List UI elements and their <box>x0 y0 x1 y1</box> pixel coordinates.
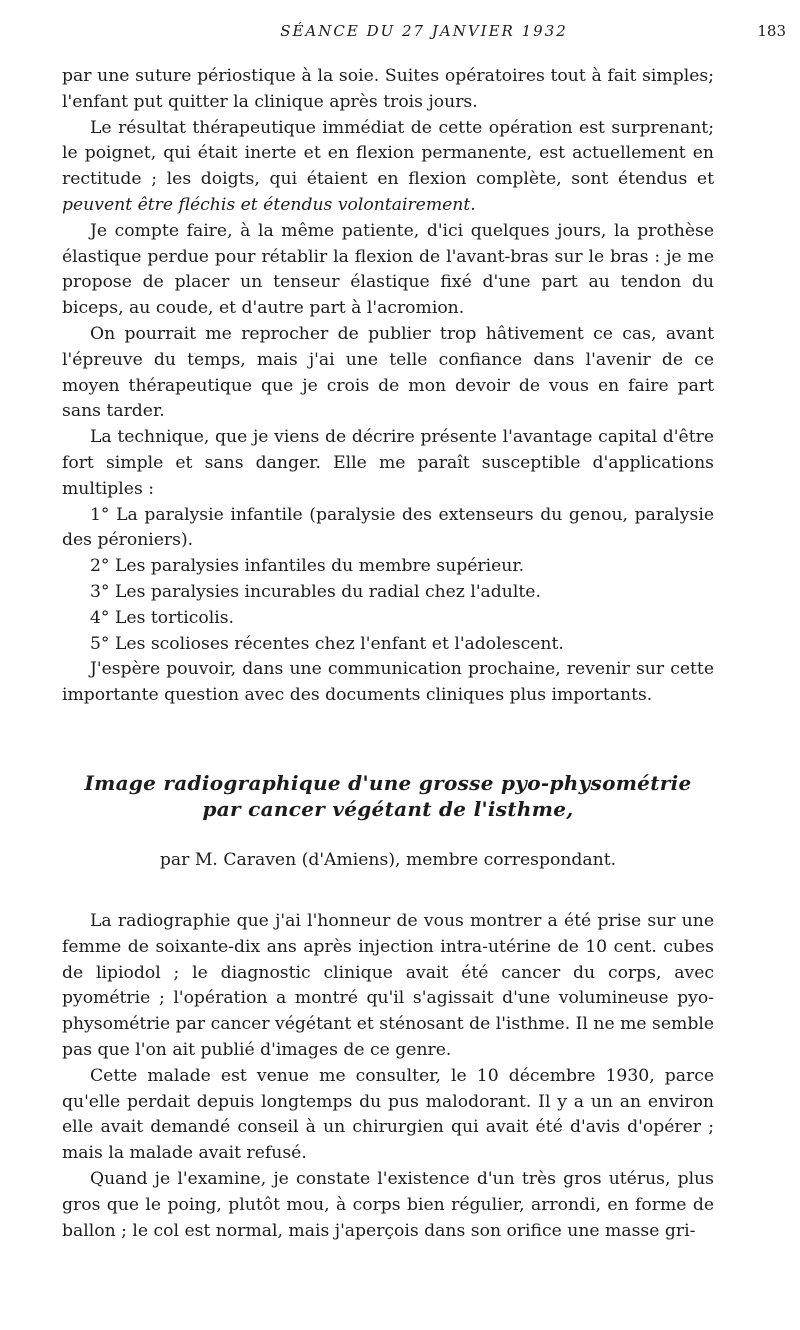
paragraph: La radiographie que j'ai l'honneur de vous montrer a été prise sur une femme de soixante-dix ans après injection intra-utérine de 10 cent. cubes de lipiodol ; le diagnostic clinique avait été cancer du corps, avec pyométrie ; l'opération a montré qu'il s'agissait d'une volumineuse pyo-physométrie par cancer végétant et sténosant de l'isthme. Il ne me semble pas que l'on ait publié d'images de ce genre. <box>62 911 714 1060</box>
paragraph: Cette malade est venue me consulter, le 10 décembre 1930, parce qu'elle perdait depuis longtemps du pus malodorant. Il y a un an environ elle avait demandé conseil à un chirurgien qui avait été d'avis d'opérer ; mais la malade avait refusé. <box>62 1065 714 1164</box>
paragraph: par une suture périostique à la soie. Suites opératoires tout à fait simples; l'enfant put quitter la clinique après trois jours. <box>62 66 714 112</box>
paragraph: Je compte faire, à la même patiente, d'ici quelques jours, la prothèse élastique perdue pour rétablir la flexion de l'avant-bras sur le bras : je me propose de placer un tenseur élastique fixé d'une part au tendon du biceps, au coude, et d'autre part à l'acromion. <box>62 220 714 319</box>
previous-article-conclusion <box>62 64 714 709</box>
paragraph: La technique, que je viens de décrire présente l'avantage capital d'être fort simple et sans danger. Elle me paraît susceptible d'applications multiples : <box>62 427 714 499</box>
article-body <box>62 909 714 1244</box>
running-title: SÉANCE DU 27 JANVIER 1932 <box>280 22 568 40</box>
running-head <box>62 22 786 44</box>
page-number: 183 <box>757 22 786 40</box>
paragraph: J'espère pouvoir, dans une communication prochaine, revenir sur cette importante question avec des documents cliniques plus importants. <box>62 659 714 706</box>
paragraph <box>62 116 714 219</box>
article-title-line: par cancer végétant de l'isthme, <box>202 797 574 821</box>
list-item: 3° Les paralysies incurables du radial chez l'adulte. <box>90 581 541 602</box>
list-item: 2° Les paralysies infantiles du membre supérieur. <box>90 556 525 577</box>
paragraph: On pourrait me reprocher de publier trop hâtivement ce cas, avant l'épreuve du temps, mais j'ai une telle confiance dans l'avenir de ce moyen thérapeutique que je crois de mon devoir de vous en faire part sans tarder. <box>62 323 714 422</box>
article-title <box>62 770 714 822</box>
article-title-line: Image radiographique d'une grosse pyo-physométrie <box>84 771 692 795</box>
italic-phrase: peuvent être fléchis et étendus volontairement. <box>62 194 476 215</box>
paragraph-text: Le résultat thérapeutique immédiat de cette opération est surprenant; le poignet, qui était inerte et en flexion permanente, est actuellement en rectitude ; les doigts, qui étaient en flexion complète, sont étendus et <box>62 117 714 190</box>
paragraph: Quand je l'examine, je constate l'existence d'un très gros utérus, plus gros que le poing, plutôt mou, à corps bien régulier, arrondi, en forme de ballon ; le col est normal, mais j'aperçois dans son orifice une masse gri- <box>62 1168 714 1241</box>
list-item: 4° Les torticolis. <box>90 607 234 628</box>
list-item: 1° La paralysie infantile (paralysie des extenseurs du genou, paralysie des péroniers). <box>62 504 714 551</box>
article-byline: par M. Caraven (d'Amiens), membre correspondant. <box>159 850 617 870</box>
list-item: 5° Les scolioses récentes chez l'enfant et l'adolescent. <box>90 633 564 654</box>
